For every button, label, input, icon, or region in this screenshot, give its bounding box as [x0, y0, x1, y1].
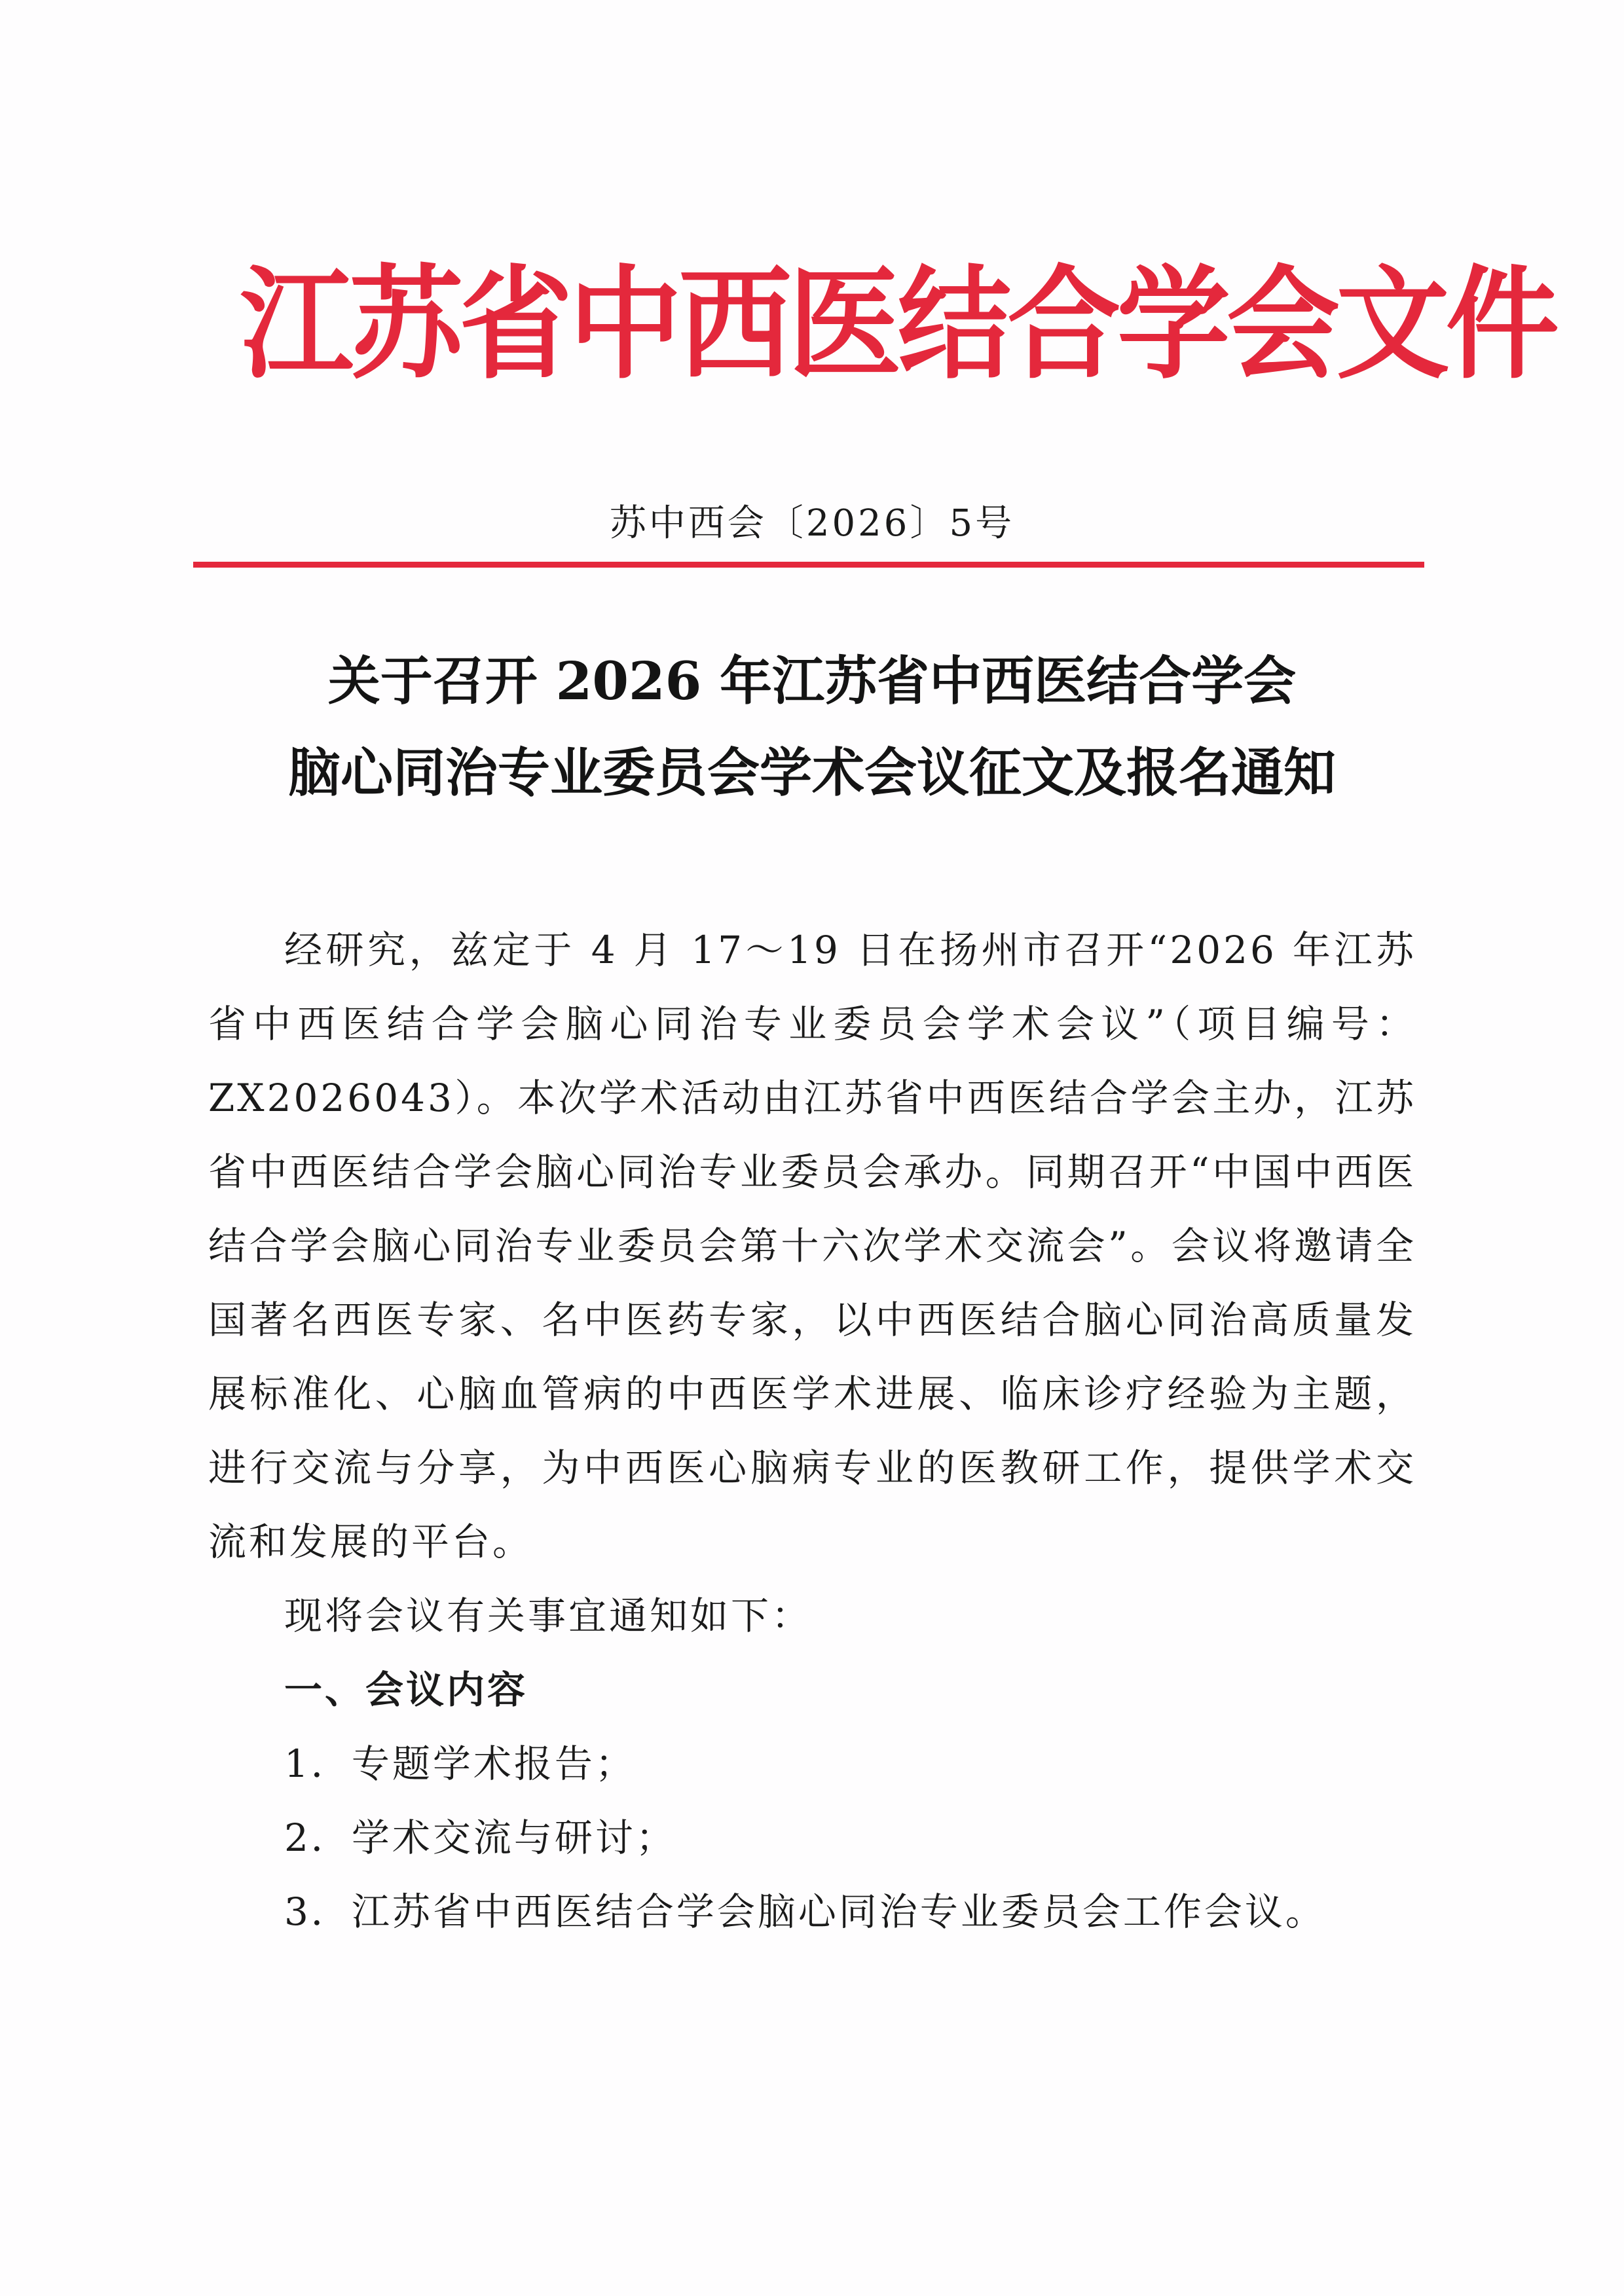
list-item: 3．江苏省中西医结合学会脑心同治专业委员会工作会议。 — [284, 1889, 1326, 1934]
masthead-title: 江苏省中西医结合学会文件 — [240, 252, 1556, 395]
document-body — [208, 913, 1416, 1949]
intro-paragraph: 经研究，兹定于 4 月 17～19 日在扬州市召开“2026 年江苏省中西医结合学会脑心同治专业委员会学术会议”（项目编号：ZX2026043）。本次学术活动由江苏省中西医结合学会主办，江苏省中西医结合学会脑心同治专业委员会承办。同期召开“中国中西医结合学会脑心同治专业委员会第十六次学术交流会”。会议将邀请全国著名西医专家、名中医药专家，以中西医结合脑心同治高质量发展标准化、心脑血管病的中西医学术进展、临床诊疗经验为主题，进行交流与分享，为中西医心脑病专业的医教研工作，提供学术交流和发展的平台。 — [208, 928, 1416, 1564]
list-item: 2．学术交流与研讨； — [284, 1815, 676, 1860]
notice-title-line-2: 脑心同治专业委员会学术会议征文及报名通知 — [288, 742, 1336, 803]
list-item: 1．专题学术报告； — [284, 1741, 636, 1786]
section-heading-meeting-content: 一、会议内容 — [284, 1667, 528, 1712]
document-number: 苏中西会〔2026〕5号 — [609, 502, 1015, 545]
red-divider-rule — [193, 562, 1424, 568]
notice-title-line-1: 关于召开 2026 年江苏省中西医结合学会 — [327, 650, 1297, 712]
notice-lead-paragraph: 现将会议有关事宜通知如下： — [284, 1594, 813, 1638]
